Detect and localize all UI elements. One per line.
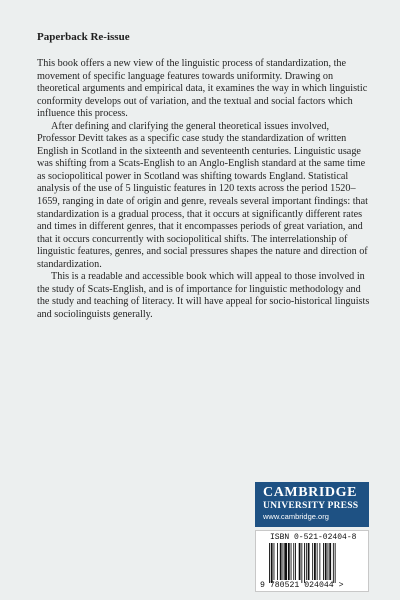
publisher-url: www.cambridge.org (263, 512, 329, 521)
blurb-paragraph-3: This is a readable and accessible book which will appeal to those involved in the study of Scats-English, and is of importance for linguistic methodology and the study and teaching of literacy. It will have appeal for socio-historical linguists and sociolinguists generally. (37, 271, 370, 320)
publisher-subname: UNIVERSITY PRESS (263, 500, 359, 511)
publisher-name: CAMBRIDGE (263, 485, 358, 500)
barcode-icon (269, 543, 361, 583)
publisher-logo-block (255, 482, 369, 527)
isbn-barcode-block (255, 530, 369, 592)
barcode-digits: 9 780521 024044 > (260, 581, 344, 590)
blurb-text (37, 58, 370, 321)
reissue-heading: Paperback Re-issue (37, 31, 130, 43)
blurb-paragraph-1: This book offers a new view of the linguistic process of standardization, the movement of specific language features towards uniformity. Drawing on theoretical arguments and empirical data, it examines the way in which linguistic conformity develops out of variation, and the textual and social factors which influence this process. (37, 58, 368, 120)
blurb-paragraph-2: After defining and clarifying the general theoretical issues involved, Professor Devitt takes as a specific case study the standardization of written English in Scotland in the sixteenth and seventeenth centuries. Linguistic usage was shifting from a Scats-English to an Anglo-English standard at the same time as sociopolitical power in Scotland was shifting towards England. Statistical analysis of the use of 5 linguistic features in 120 texts across the period 1520–1659, ranging in date of origin and genre, reveals several important findings: that standardization is a gradual process, that it occurs at significantly different rates and times in different genres, that it encompasses periods of great variation, and that it occurs concurrently with sociopolitical shifts. The interrelationship of linguistic features, genres, and social pressures shapes the nature and direction of standardization. (37, 120, 368, 270)
isbn-label: ISBN 0-521-02404-8 (270, 533, 357, 542)
